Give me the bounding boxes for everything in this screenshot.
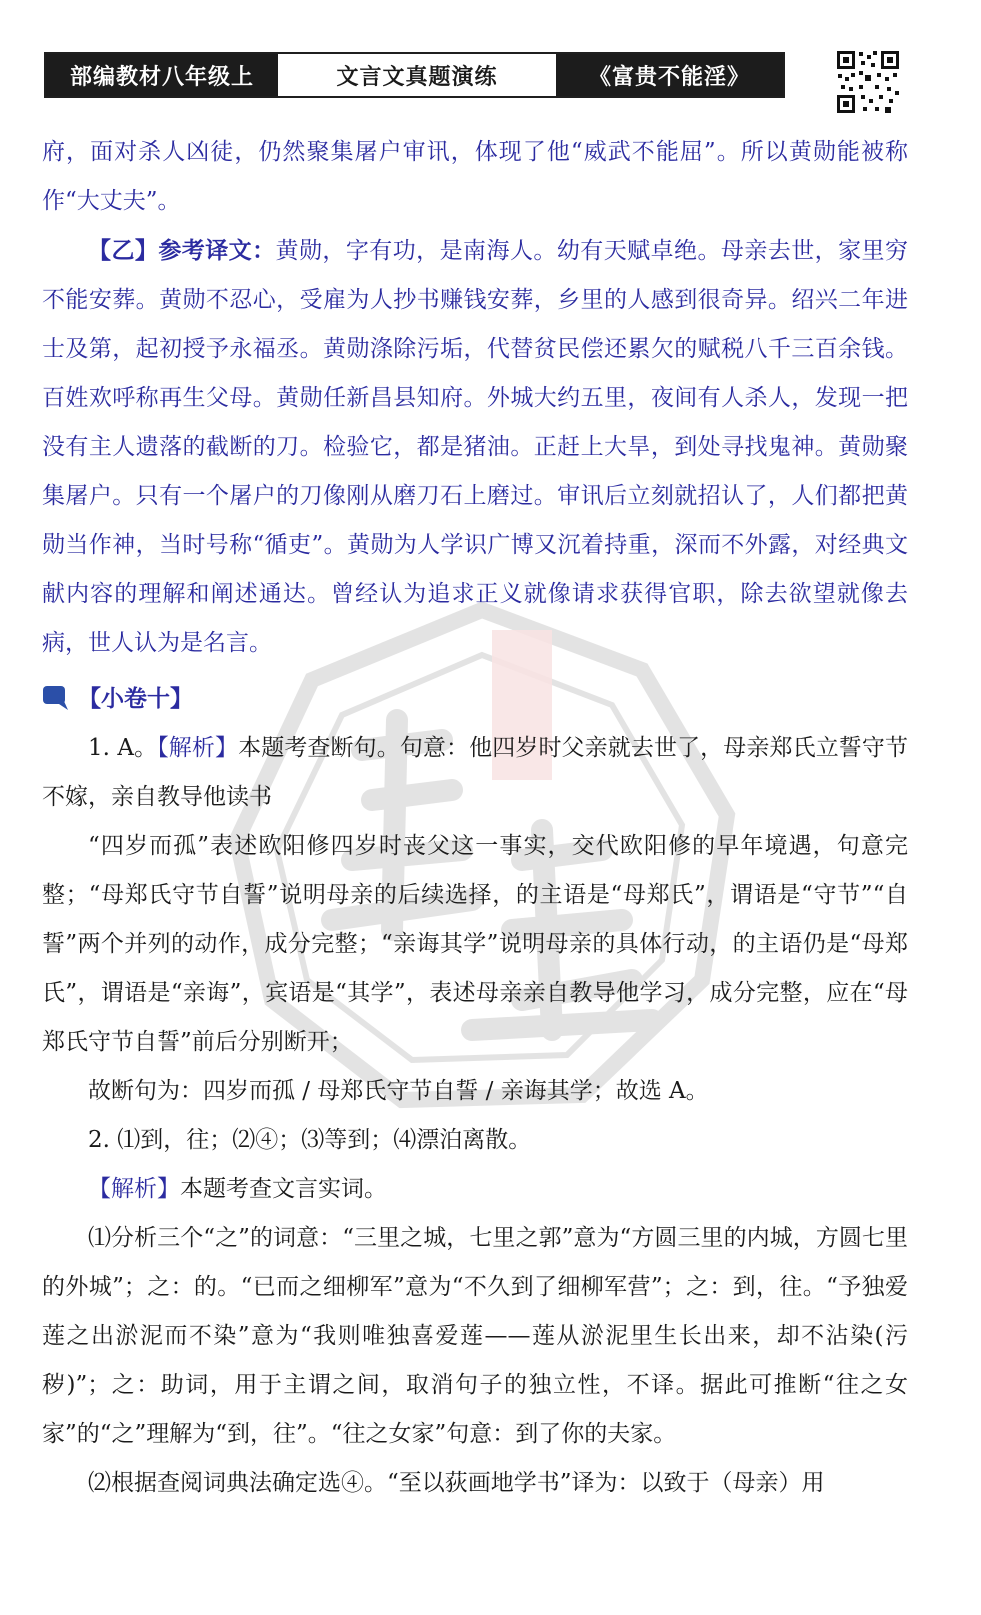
q2-analysis-tag: 【解析】	[88, 1176, 180, 1202]
intro-paragraph: 府，面对杀人凶徒，仍然聚集屠户审讯，体现了他“威武不能屈”。所以黄勋能被称作“大丈夫”。	[42, 139, 908, 214]
header-lesson: 《富贵不能淫》	[556, 54, 783, 96]
bookmark-icon	[42, 685, 72, 711]
header-topic: 文言文真题演练	[278, 54, 556, 96]
q1-analysis-text: 本题考查断句。句意：他四岁时父亲就去世了，母亲郑氏立誓守节不嫁，亲自教导他读书	[42, 735, 909, 810]
qr-code-icon	[835, 49, 901, 115]
section-heading	[42, 672, 908, 724]
q1-answer: 1. A。	[88, 735, 158, 761]
q2-analysis-paragraph	[42, 1165, 908, 1214]
q1-explanation-paragraph: “四岁而孤”表述欧阳修四岁时丧父这一事实，交代欧阳修的早年境遇，句意完整；“母郑氏守节自誓”说明母亲的后续选择，的主语是“母郑氏”，谓语是“守节”“自誓”两个并列的动作，成分完整；“亲诲其学”说明母亲的具体行动，的主语仍是“母郑氏”，谓语是“亲诲”，宾语是“其学”，表述母亲亲自教导他学习，成分完整，应在“母郑氏守节自誓”前后分别断开；	[42, 833, 908, 1055]
answer-content	[42, 128, 908, 1508]
q2-answer-paragraph: 2. ⑴到，往；⑵④；⑶等到；⑷漂泊离散。	[88, 1127, 532, 1153]
q2-part1-paragraph: ⑴分析三个“之”的词意：“三里之城，七里之郭”意为“方圆三里的内城，方圆七里的外城”；之：的。“已而之细柳军”意为“不久到了细柳军营”；之：到，往。“予独爱莲之出淤泥而不染”意为“我则唯独喜爱莲——莲从淤泥里生长出来，却不沾染(污秽)”；之：助词，用于主谓之间，取消句子的独立性，不译。据此可推断“往之女家”的“之”理解为“到，往”。“往之女家”句意：到了你的夫家。	[42, 1225, 908, 1447]
yi-translation-paragraph	[42, 226, 908, 668]
yi-translation-text: 黄勋，字有功，是南海人。幼有天赋卓绝。母亲去世，家里穷不能安葬。黄勋不忍心，受雇为人抄书赚钱安葬，乡里的人感到很奇异。绍兴二年进士及第，起初授予永福丞。黄勋涤除污垢，代替贫民偿还累欠的赋税八千三百余钱。百姓欢呼称再生父母。黄勋任新昌县知府。外城大约五里，夜间有人杀人，发现一把没有主人遗落的截断的刀。检验它，都是猪油。正赶上大旱，到处寻找鬼神。黄勋聚集屠户。只有一个屠户的刀像刚从磨刀石上磨过。审讯后立刻就招认了，人们都把黄勋当作神，当时号称“循吏”。黄勋为人学识广博又沉着持重，深而不外露，对经典文献内容的理解和阐述通达。曾经认为追求正义就像请求获得官职，除去欲望就像去病，世人认为是名言。	[42, 238, 909, 656]
yi-tag: 【乙】参考译文：	[88, 237, 276, 264]
section-title: 【小卷十】	[78, 684, 193, 712]
q2-part2-paragraph: ⑵根据查阅词典法确定选④。“至以荻画地学书”译为：以致于（母亲）用	[88, 1470, 825, 1496]
header-grade: 部编教材八年级上	[46, 54, 278, 96]
q1-paragraph	[42, 724, 908, 822]
q1-conclusion-paragraph: 故断句为：四岁而孤 / 母郑氏守节自誓 / 亲诲其学；故选 A。	[88, 1078, 709, 1104]
page-header	[44, 52, 785, 98]
q1-analysis-tag: 【解析】	[157, 735, 239, 761]
q2-analysis-text: 本题考查文言实词。	[180, 1176, 387, 1202]
